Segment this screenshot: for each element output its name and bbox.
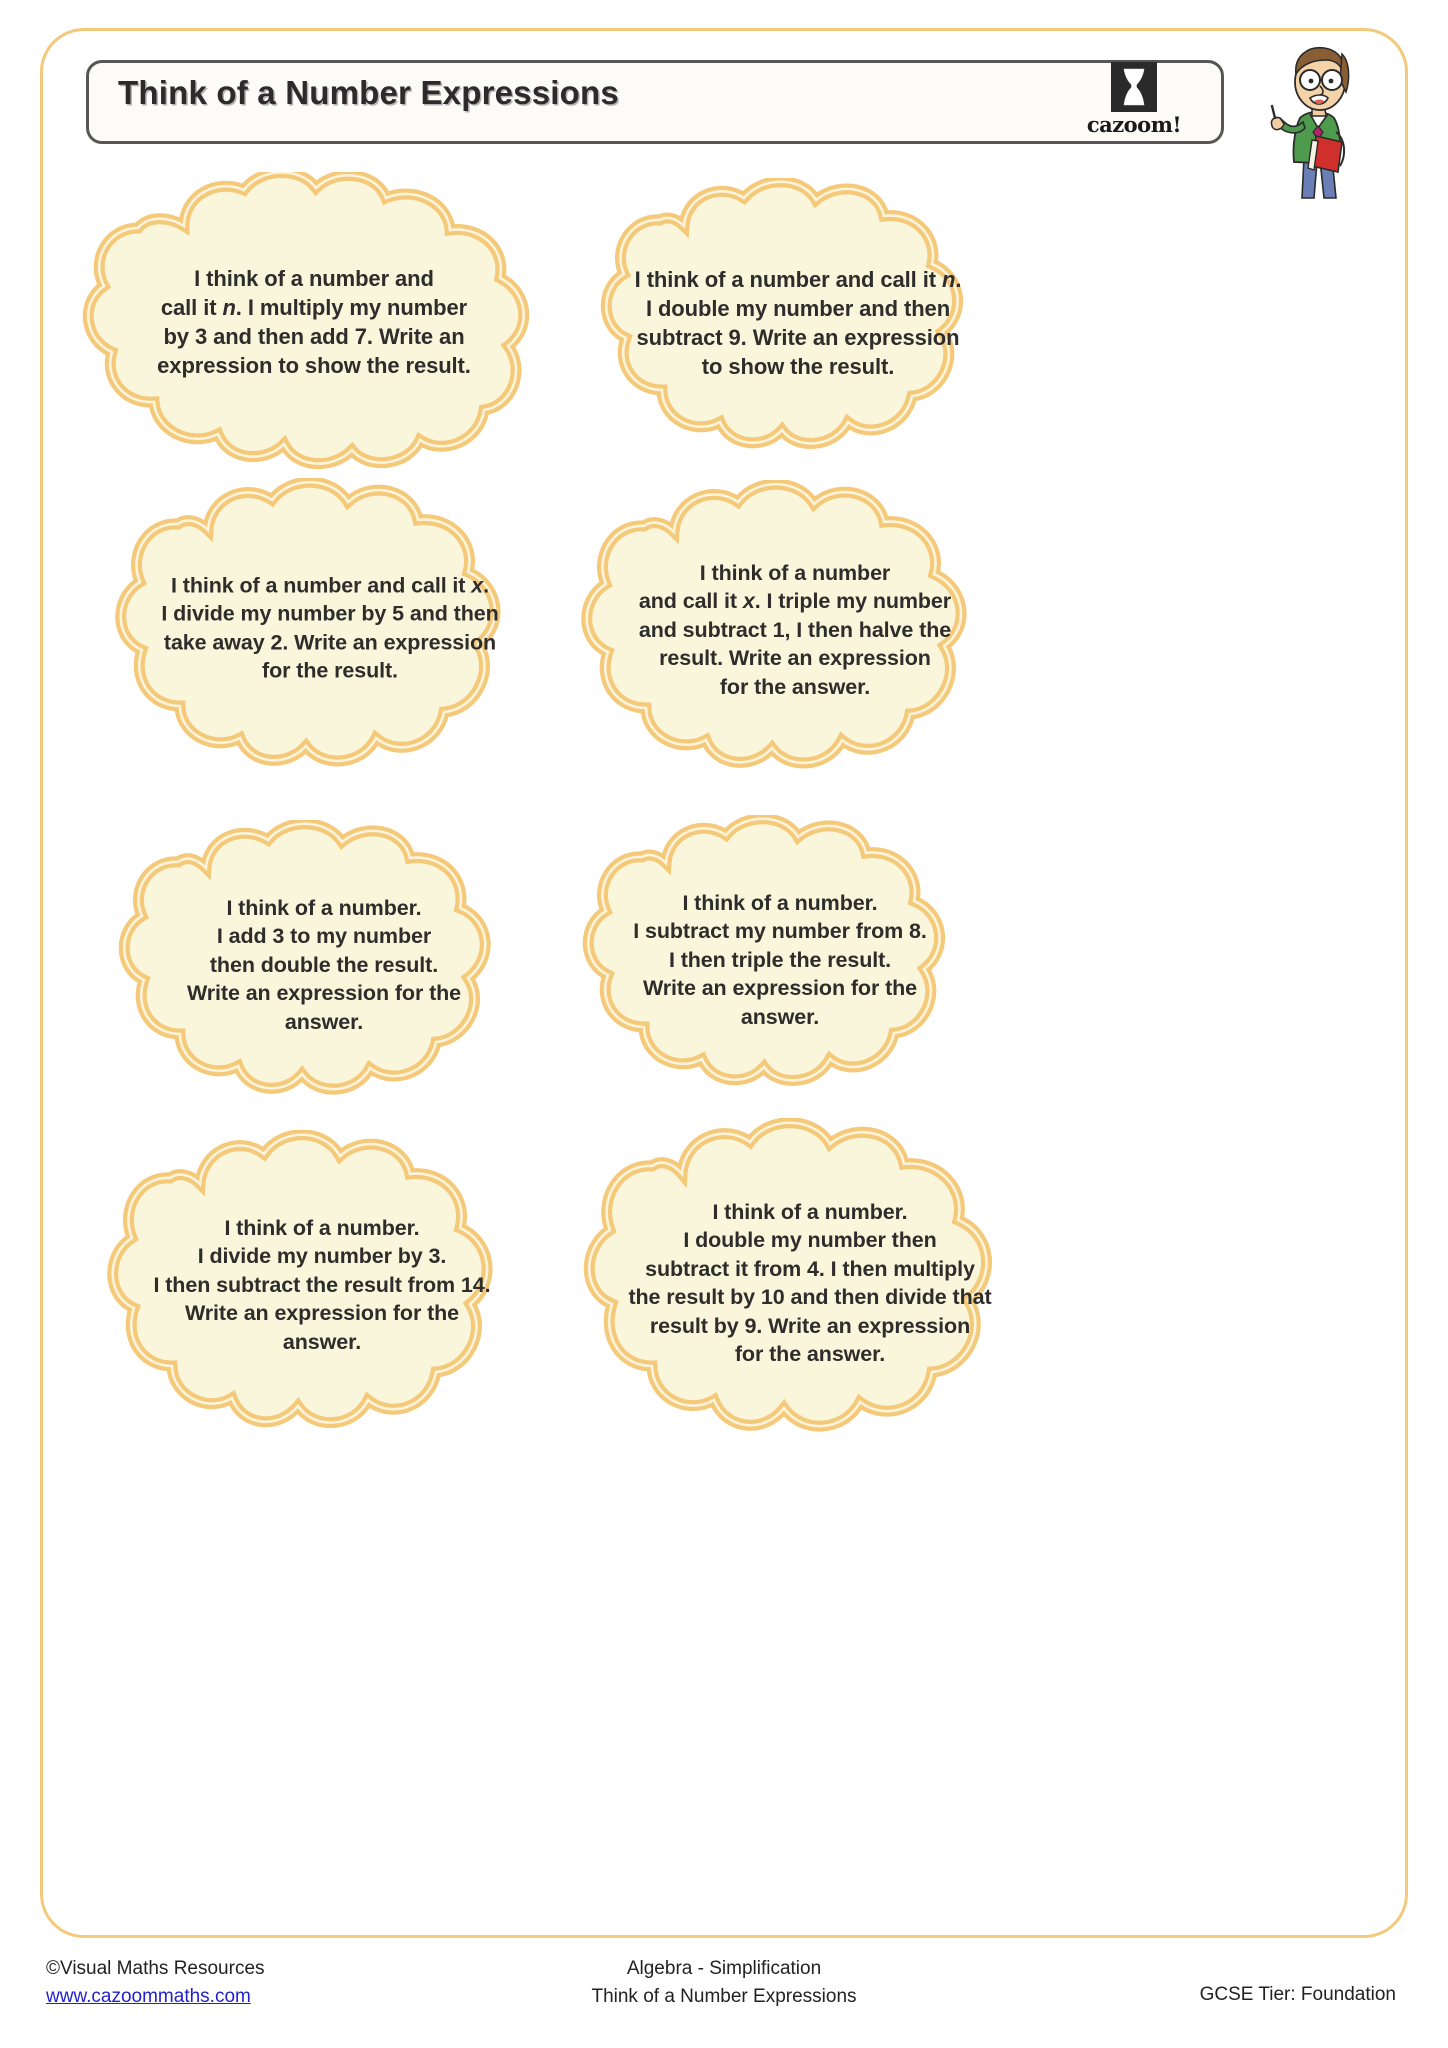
cazoom-logo bbox=[1086, 62, 1182, 142]
question-text: I think of a number and call it x. I divide my number by 5 and then take away 2. Write an expression for the result. bbox=[161, 573, 499, 683]
tier-text: GCSE Tier: Foundation bbox=[1199, 1984, 1396, 2005]
question-cloud bbox=[100, 478, 560, 778]
question-cloud bbox=[64, 172, 564, 472]
question-cloud bbox=[570, 1118, 1050, 1448]
question-cloud bbox=[92, 1130, 552, 1440]
copyright-text: ©Visual Maths Resources bbox=[46, 1958, 265, 1979]
cazoom-wordmark: cazoom! bbox=[1086, 112, 1182, 137]
question-text: I think of a number and call it n. I multiply my number by 3 and then add 7. Write an expression to show the result. bbox=[157, 265, 471, 379]
teacher-character-icon bbox=[1258, 40, 1374, 200]
question-cloud bbox=[570, 480, 1020, 780]
question-text: I think of a number. I subtract my number from 8. I then triple the result. Write an expression for the answer. bbox=[633, 891, 927, 1029]
question-text: I think of a number. I double my number then subtract it from 4. I then multiply the result by 10 and then divide that result by 9. Write an expression for the answer. bbox=[628, 1199, 992, 1366]
question-text: I think of a number and call it n. I double my number and then subtract 9. Write an expression to show the result. bbox=[634, 266, 962, 380]
subtopic-text: Think of a Number Expressions bbox=[591, 1985, 857, 2007]
question-cloud bbox=[588, 178, 1008, 468]
question-text: I think of a number. I add 3 to my number then double the result. Write an expression for the answer. bbox=[186, 896, 462, 1034]
website-link[interactable]: www.cazoommaths.com bbox=[46, 1985, 251, 2007]
hourglass-vase-icon bbox=[1111, 62, 1157, 112]
page-title: Think of a Number Expressions bbox=[118, 74, 619, 111]
topic-text: Algebra - Simplification bbox=[626, 1958, 822, 1979]
question-text: I think of a number. I divide my number by 3. I then subtract the result from 14. Write an expression for the answer. bbox=[153, 1216, 491, 1354]
question-cloud bbox=[104, 820, 544, 1110]
question-cloud bbox=[570, 815, 990, 1105]
page-footer bbox=[0, 1955, 1448, 2045]
question-text: I think of a number and call it x. I triple my number and subtract 1, I then halve the result. Write an expression for the answer. bbox=[638, 561, 952, 699]
